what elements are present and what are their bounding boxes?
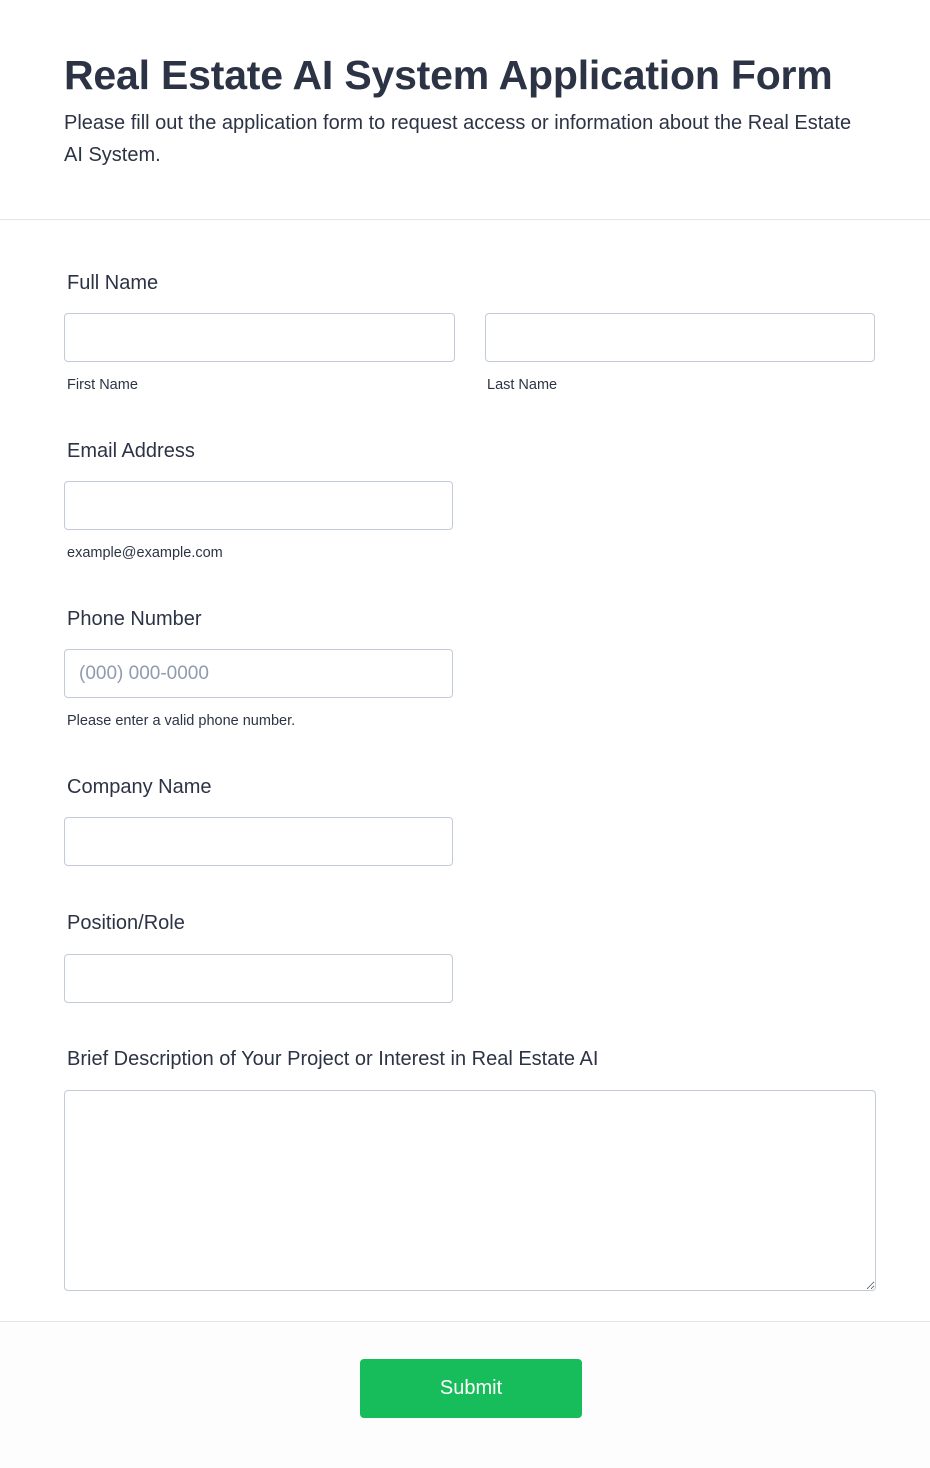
page-subtitle: Please fill out the application form to request access or information about the Real Estate AI System. (64, 112, 852, 166)
position-label: Position/Role (67, 912, 185, 934)
phone-input[interactable] (64, 649, 453, 698)
description-textarea[interactable] (64, 1090, 876, 1291)
first-name-sublabel: First Name (67, 377, 138, 393)
submit-button[interactable]: Submit (360, 1359, 582, 1418)
email-label: Email Address (67, 440, 195, 462)
phone-label: Phone Number (67, 608, 202, 630)
last-name-input[interactable] (485, 313, 875, 362)
form-header (0, 0, 930, 220)
email-input[interactable] (64, 481, 453, 530)
company-label: Company Name (67, 776, 212, 798)
first-name-input[interactable] (64, 313, 455, 362)
position-input[interactable] (64, 954, 453, 1003)
full-name-label: Full Name (67, 272, 159, 294)
last-name-sublabel: Last Name (487, 377, 558, 393)
email-sublabel: example@example.com (67, 545, 223, 561)
phone-sublabel: Please enter a valid phone number. (67, 713, 296, 729)
company-input[interactable] (64, 817, 453, 866)
description-label: Brief Description of Your Project or Interest in Real Estate AI (67, 1048, 599, 1070)
page-title: Real Estate AI System Application Form (64, 52, 833, 98)
